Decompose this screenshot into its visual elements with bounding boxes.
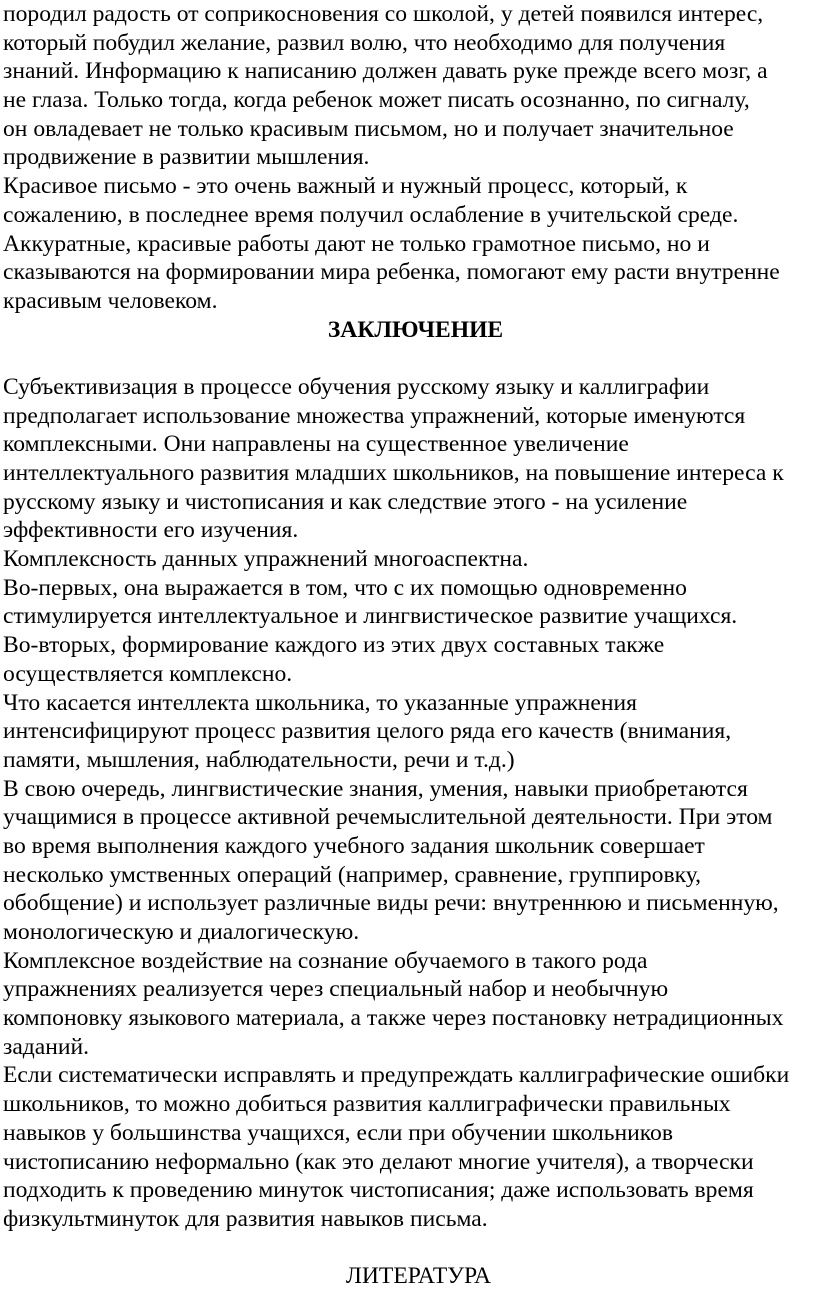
intro-paragraphs	[3, 0, 816, 316]
text-line: Красивое письмо - это очень важный и нужный процесс, который, к	[3, 173, 688, 200]
text-line: Комплексность данных упражнений многоаспектна.	[3, 546, 529, 573]
text-line: упражнениях реализуется через специальный набор и необычную	[3, 976, 669, 1003]
text-line: красивым человеком.	[3, 287, 218, 314]
text-line: стимулируется интеллектуальное и лингвистическое развитие учащихся.	[3, 603, 738, 630]
conclusion-paragraphs	[3, 373, 816, 1234]
text-line: не глаза. Только тогда, когда ребенок может писать осознанно, по сигналу,	[3, 87, 750, 114]
text-line: заданий.	[3, 1033, 90, 1060]
text-line: компоновку языкового материала, а также через постановку нетрадиционных	[3, 1005, 784, 1032]
text-line: Что касается интеллекта школьника, то указанные упражнения	[3, 689, 637, 716]
text-line: Субъективизация в процессе обучения русскому языку и каллиграфии	[3, 373, 710, 400]
text-line: который побудил желание, развил волю, что необходимо для получения	[3, 29, 726, 56]
text-line: обобщение) и использует различные виды речи: внутреннюю и письменную,	[3, 890, 779, 917]
blank-line	[3, 1234, 816, 1263]
text-line: интеллектуального развития младших школьников, на повышение интереса к	[3, 460, 784, 486]
text-line: русскому языку и чистописания и как следствие этого - на усиление	[3, 488, 688, 515]
text-line: Комплексное воздействие на сознание обучаемого в такого рода	[3, 947, 648, 974]
text-line: памяти, мышления, наблюдательности, речи и т.д.)	[3, 746, 515, 773]
literature-heading: ЛИТЕРАТУРА	[345, 1263, 492, 1290]
text-line: Если систематически исправлять и предупреждать каллиграфические ошибки	[3, 1062, 790, 1089]
text-line: учащимися в процессе активной речемыслительной деятельности. При этом	[3, 804, 773, 831]
text-line: монологическую и диалогическую.	[3, 919, 360, 945]
text-line: интенсифицируют процесс развития целого ряда его качеств (внимания,	[3, 718, 732, 745]
text-line: навыков у большинства учащихся, если при обучении школьников	[3, 1119, 673, 1146]
text-line: осуществляется комплексно.	[3, 660, 293, 687]
text-line: предполагает использование множества упражнений, которые именуются	[3, 402, 746, 429]
text-line: школьников, то можно добиться развития каллиграфически правильных	[3, 1091, 731, 1118]
text-line: сказываются на формировании мира ребенка, помогают ему расти внутренне	[3, 259, 780, 286]
text-line: сожалению, в последнее время получил ослабление в учительской среде.	[3, 201, 739, 228]
blank-line	[3, 344, 816, 373]
text-line: комплексными. Они направлены на существенное увеличение	[3, 431, 629, 458]
text-line: во время выполнения каждого учебного задания школьник совершает	[3, 832, 705, 859]
text-line: несколько умственных операций (например, сравнение, группировку,	[3, 861, 702, 888]
text-line: продвижение в развитии мышления.	[3, 144, 370, 171]
conclusion-heading: ЗАКЛЮЧЕНИЕ	[327, 316, 504, 343]
text-line: знаний. Информацию к написанию должен давать руке прежде всего мозг, а	[3, 58, 768, 85]
text-line: Во-первых, она выражается в том, что с их помощью одновременно	[3, 574, 687, 601]
text-line: Во-вторых, формирование каждого из этих двух составных также	[3, 632, 665, 659]
text-line: В свою очередь, лингвистические знания, умения, навыки приобретаются	[3, 775, 748, 802]
text-line: Аккуратные, красивые работы дают не только грамотное письмо, но и	[3, 230, 710, 257]
text-line: породил радость от соприкосновения со школой, у детей появился интерес,	[3, 1, 764, 27]
text-line: он овладевает не только красивым письмом, но и получает значительное	[3, 115, 734, 142]
text-line: чистописанию неформально (как это делают многие учителя), а творчески	[3, 1148, 754, 1175]
text-line: физкультминуток для развития навыков письма.	[3, 1205, 488, 1232]
text-line: подходить к проведению минуток чистописания; даже использовать время	[3, 1177, 754, 1204]
text-line: эффективности его изучения.	[3, 517, 299, 544]
